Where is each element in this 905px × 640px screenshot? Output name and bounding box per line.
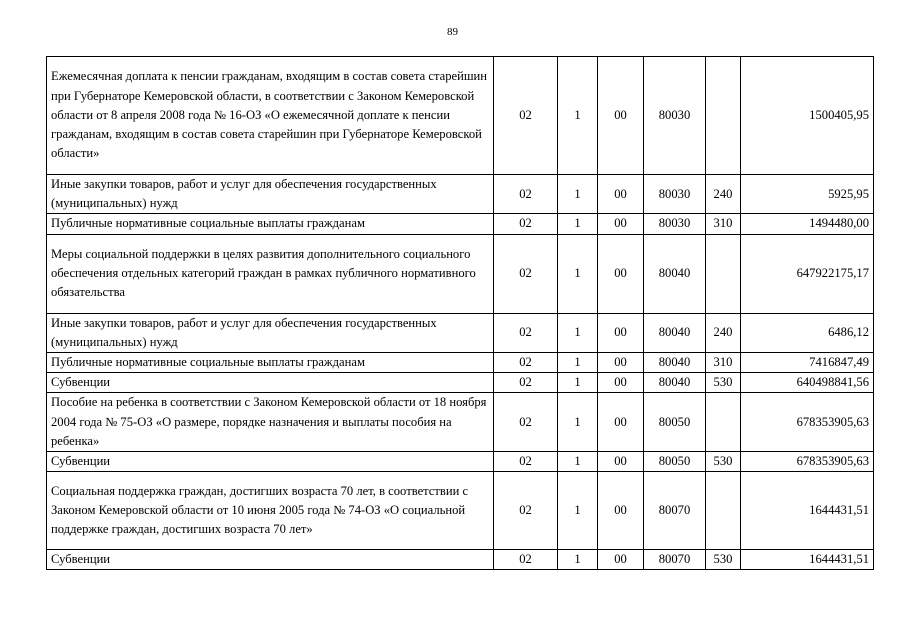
table-row — [47, 313, 874, 352]
table-row — [47, 393, 874, 452]
row-amount: 1500405,95 — [741, 57, 874, 175]
row-section-code: 02 — [494, 175, 558, 214]
row-direction-code: 80070 — [644, 550, 706, 570]
row-expense-type-code — [706, 57, 741, 175]
row-description: Меры социальной поддержки в целях развития дополнительного социального обеспечения отдельных категорий граждан в рамках публичного нормативного обязательства — [47, 234, 494, 313]
budget-table — [46, 56, 874, 570]
row-description: Ежемесячная доплата к пенсии гражданам, входящим в состав совета старейшин при Губернаторе Кемеровской области, в соответствии с Законом Кемеровской области от 8 апреля 2008 года № 16-ОЗ «О ежемесячной доплате к пенсии гражданам, входящим в состав совета старейшин при Губернаторе Кемеровской области» — [47, 57, 494, 175]
row-subprogram-code: 1 — [558, 353, 598, 373]
row-direction-code: 80050 — [644, 452, 706, 472]
row-main-activity-code: 00 — [598, 234, 644, 313]
row-description: Иные закупки товаров, работ и услуг для обеспечения государственных (муниципальных) нужд — [47, 175, 494, 214]
row-expense-type-code: 530 — [706, 452, 741, 472]
table-row — [47, 175, 874, 214]
row-description: Субвенции — [47, 373, 494, 393]
row-subprogram-code: 1 — [558, 393, 598, 452]
table-row — [47, 57, 874, 175]
row-main-activity-code: 00 — [598, 313, 644, 352]
row-section-code: 02 — [494, 214, 558, 234]
row-amount: 1644431,51 — [741, 550, 874, 570]
row-direction-code: 80070 — [644, 472, 706, 550]
row-expense-type-code: 310 — [706, 214, 741, 234]
row-subprogram-code: 1 — [558, 175, 598, 214]
row-subprogram-code: 1 — [558, 313, 598, 352]
row-subprogram-code: 1 — [558, 452, 598, 472]
row-section-code: 02 — [494, 550, 558, 570]
row-subprogram-code: 1 — [558, 57, 598, 175]
row-expense-type-code: 310 — [706, 353, 741, 373]
row-expense-type-code — [706, 393, 741, 452]
row-description: Иные закупки товаров, работ и услуг для обеспечения государственных (муниципальных) нужд — [47, 313, 494, 352]
row-direction-code: 80030 — [644, 57, 706, 175]
row-main-activity-code: 00 — [598, 393, 644, 452]
row-section-code: 02 — [494, 353, 558, 373]
row-expense-type-code: 530 — [706, 550, 741, 570]
row-description: Социальная поддержка граждан, достигших возраста 70 лет, в соответствии с Законом Кемеровской области от 10 июня 2005 года № 74-ОЗ «О социальной поддержке граждан, достигших возраста 70 лет» — [47, 472, 494, 550]
row-amount: 5925,95 — [741, 175, 874, 214]
row-direction-code: 80040 — [644, 373, 706, 393]
row-amount: 678353905,63 — [741, 393, 874, 452]
row-expense-type-code: 240 — [706, 313, 741, 352]
page-number: 89 — [447, 26, 458, 38]
row-description: Публичные нормативные социальные выплаты гражданам — [47, 353, 494, 373]
row-amount: 1644431,51 — [741, 472, 874, 550]
row-description: Публичные нормативные социальные выплаты гражданам — [47, 214, 494, 234]
row-direction-code: 80030 — [644, 214, 706, 234]
row-section-code: 02 — [494, 234, 558, 313]
row-main-activity-code: 00 — [598, 57, 644, 175]
row-main-activity-code: 00 — [598, 550, 644, 570]
row-direction-code: 80050 — [644, 393, 706, 452]
row-section-code: 02 — [494, 472, 558, 550]
row-main-activity-code: 00 — [598, 472, 644, 550]
row-description: Пособие на ребенка в соответствии с Законом Кемеровской области от 18 ноября 2004 года № 75-ОЗ «О размере, порядке назначения и выплаты пособия на ребенка» — [47, 393, 494, 452]
row-amount: 640498841,56 — [741, 373, 874, 393]
row-amount: 6486,12 — [741, 313, 874, 352]
row-description: Субвенции — [47, 452, 494, 472]
row-subprogram-code: 1 — [558, 472, 598, 550]
table-row — [47, 472, 874, 550]
table-row — [47, 373, 874, 393]
row-expense-type-code: 240 — [706, 175, 741, 214]
row-direction-code: 80040 — [644, 353, 706, 373]
row-section-code: 02 — [494, 313, 558, 352]
row-subprogram-code: 1 — [558, 234, 598, 313]
row-description: Субвенции — [47, 550, 494, 570]
row-main-activity-code: 00 — [598, 452, 644, 472]
row-main-activity-code: 00 — [598, 373, 644, 393]
table-row — [47, 234, 874, 313]
row-expense-type-code — [706, 472, 741, 550]
row-section-code: 02 — [494, 373, 558, 393]
row-subprogram-code: 1 — [558, 214, 598, 234]
table-row — [47, 550, 874, 570]
row-main-activity-code: 00 — [598, 353, 644, 373]
row-subprogram-code: 1 — [558, 550, 598, 570]
row-section-code: 02 — [494, 452, 558, 472]
row-expense-type-code — [706, 234, 741, 313]
row-main-activity-code: 00 — [598, 214, 644, 234]
table-row — [47, 353, 874, 373]
row-section-code: 02 — [494, 393, 558, 452]
row-main-activity-code: 00 — [598, 175, 644, 214]
row-direction-code: 80040 — [644, 313, 706, 352]
table-row — [47, 214, 874, 234]
row-amount: 678353905,63 — [741, 452, 874, 472]
row-amount: 7416847,49 — [741, 353, 874, 373]
row-direction-code: 80030 — [644, 175, 706, 214]
row-amount: 647922175,17 — [741, 234, 874, 313]
row-expense-type-code: 530 — [706, 373, 741, 393]
row-amount: 1494480,00 — [741, 214, 874, 234]
row-section-code: 02 — [494, 57, 558, 175]
table-row — [47, 452, 874, 472]
row-subprogram-code: 1 — [558, 373, 598, 393]
row-direction-code: 80040 — [644, 234, 706, 313]
